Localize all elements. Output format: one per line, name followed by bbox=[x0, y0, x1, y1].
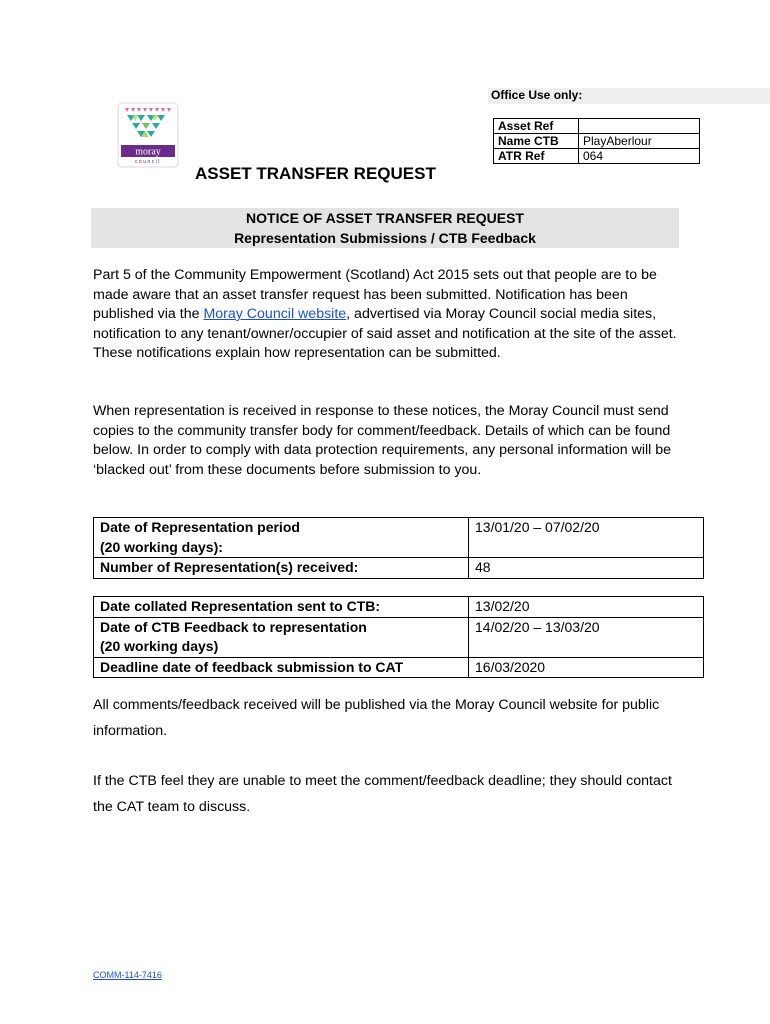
intro-paragraph bbox=[93, 266, 683, 364]
period-label-line2: (20 working days): bbox=[100, 538, 223, 555]
table-row bbox=[94, 657, 704, 678]
feedback-dates-table bbox=[93, 596, 704, 678]
moray-council-logo bbox=[117, 102, 179, 168]
table-row bbox=[494, 119, 700, 134]
representation-count-label: Number of Representation(s) received: bbox=[94, 558, 469, 579]
deadline-date-label: Deadline date of feedback submission to CAT bbox=[94, 657, 469, 678]
asset-ref-label: Asset Ref bbox=[494, 119, 579, 134]
logo-text: moray bbox=[135, 146, 161, 158]
deadline-paragraph: If the CTB feel they are unable to meet the comment/feedback deadline; they should contact the CAT team to discuss. bbox=[93, 773, 672, 815]
name-ctb-value: PlayAberlour bbox=[579, 134, 700, 149]
collated-date-value: 13/02/20 bbox=[469, 597, 704, 618]
period-label-line1: Date of Representation period bbox=[100, 519, 300, 535]
collated-date-label: Date collated Representation sent to CTB: bbox=[94, 597, 469, 618]
feedback-label-line2: (20 working days) bbox=[100, 638, 219, 654]
table-row bbox=[94, 617, 704, 657]
representation-period-table bbox=[93, 517, 704, 579]
feedback-label-line1: Date of CTB Feedback to representation bbox=[100, 618, 367, 635]
intro-text-start: Part 5 of the Community Empowerment (Scotland) Act 2015 sets out that people are to be made aware that an asset transfer request has been submitted. Notification has been published via the bbox=[93, 267, 657, 322]
office-ref-table bbox=[493, 118, 700, 164]
asset-ref-value bbox=[579, 119, 700, 134]
notice-header bbox=[91, 208, 679, 248]
feedback-date-label bbox=[94, 617, 469, 657]
atr-ref-value: 064 bbox=[579, 149, 700, 164]
notice-subtitle: Representation Submissions / CTB Feedback bbox=[234, 230, 536, 246]
representation-paragraph: When representation is received in response to these notices, the Moray Council must send copies to the community transfer body for comment/feedback. Details of which can be found below. In order to comply with data protection requirements, any personal information will be ‘blacked out’ from these documents before submission to you. bbox=[93, 403, 672, 478]
intro-text-end: , advertised via Moray Council social media sites, notification to any tenant/owner/occupier of said asset and notification at the site of the asset. These notifications explain how representation can be submitted. bbox=[93, 306, 677, 361]
representation-count-value: 48 bbox=[469, 558, 704, 579]
atr-ref-label: ATR Ref bbox=[494, 149, 579, 164]
notice-title: NOTICE OF ASSET TRANSFER REQUEST bbox=[246, 210, 524, 226]
name-ctb-label: Name CTB bbox=[494, 134, 579, 149]
table-row bbox=[494, 149, 700, 164]
table-row bbox=[94, 558, 704, 579]
table-row bbox=[494, 134, 700, 149]
page-title: ASSET TRANSFER REQUEST bbox=[195, 164, 436, 183]
document-reference-link[interactable]: COMM-114-7416 bbox=[93, 970, 162, 980]
table-row bbox=[94, 597, 704, 618]
representation-period-value: 13/01/20 – 07/02/20 bbox=[469, 518, 704, 558]
table-row bbox=[94, 518, 704, 558]
deadline-date-value: 16/03/2020 bbox=[469, 657, 704, 678]
feedback-date-value: 14/02/20 – 13/03/20 bbox=[469, 617, 704, 657]
representation-period-label bbox=[94, 518, 469, 558]
office-use-label: Office Use only: bbox=[491, 88, 583, 102]
publication-paragraph: All comments/feedback received will be published via the Moray Council website for public information. bbox=[93, 697, 660, 739]
logo-subtext: council bbox=[134, 159, 162, 165]
moray-council-website-link[interactable]: Moray Council website bbox=[203, 306, 347, 322]
